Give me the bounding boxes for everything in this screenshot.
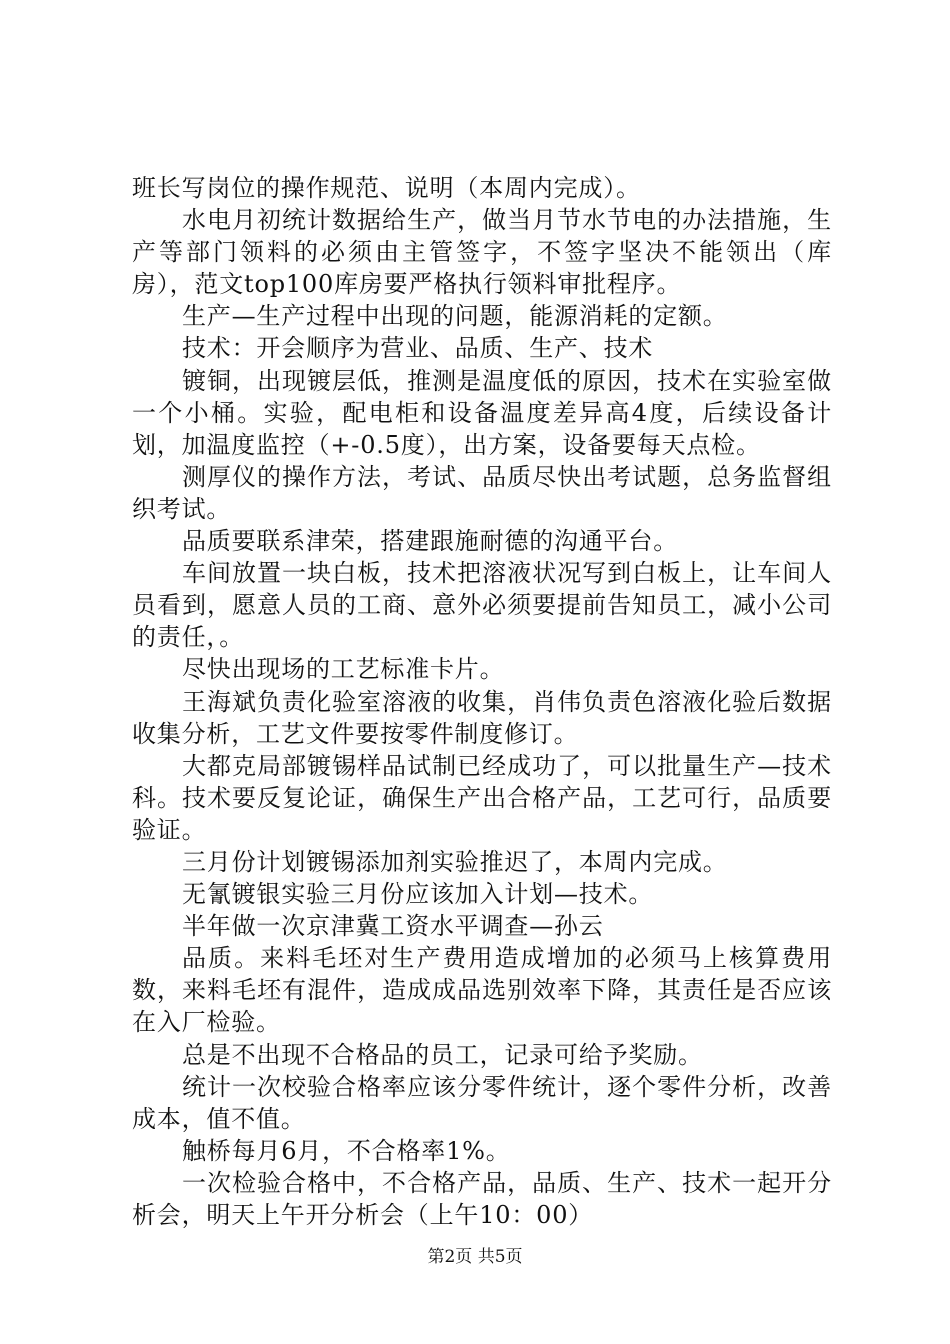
paragraph: 大都克局部镀锡样品试制已经成功了，可以批量生产—技术科。技术要反复论证，确保生产出合格产品，工艺可行，品质要验证。 (132, 751, 832, 844)
paragraph: 镀铜，出现镀层低，推测是温度低的原因，技术在实验室做一个小桶。实验，配电柜和设备温度差异高4度，后续设备计划，加温度监控（+-0.5度），出方案，设备要每天点检。 (132, 366, 832, 459)
paragraph: 总是不出现不合格品的员工，记录可给予奖励。 (182, 1040, 703, 1069)
paragraph: 品质。来料毛坯对生产费用造成增加的必须马上核算费用数，来料毛坯有混件，造成成品选别效率下降，其责任是否应该在入厂检验。 (132, 944, 832, 1037)
paragraph: 测厚仪的操作方法，考试、品质尽快出考试题，总务监督组织考试。 (132, 462, 832, 523)
paragraph: 一次检验合格中，不合格产品，品质、生产、技术一起开分析会，明天上午开分析会（上午10：00） (132, 1168, 832, 1229)
page-number: 第2页 共5页 (427, 1247, 523, 1267)
paragraph: 统计一次校验合格率应该分零件统计，逐个零件分析，改善成本，值不值。 (132, 1072, 832, 1133)
paragraph: 技术：开会顺序为营业、品质、生产、技术 (182, 334, 654, 363)
document-body (132, 172, 832, 1231)
paragraph: 触桥每月6月，不合格率1%。 (182, 1136, 511, 1165)
paragraph: 品质要联系津荣，搭建跟施耐德的沟通平台。 (182, 527, 678, 556)
paragraph: 班长写岗位的操作规范、说明（本周内完成）。 (132, 174, 641, 202)
paragraph: 王海斌负责化验室溶液的收集，肖伟负责色溶液化验后数据收集分析，工艺文件要按零件制度修订。 (132, 687, 832, 748)
paragraph: 车间放置一块白板，技术把溶液状况写到白板上，让车间人员看到，愿意人员的工商、意外必须要提前告知员工，减小公司的责任，。 (132, 559, 832, 652)
paragraph: 生产—生产过程中出现的问题，能源消耗的定额。 (182, 302, 728, 331)
paragraph: 水电月初统计数据给生产，做当月节水节电的办法措施，生产等部门领料的必须由主管签字，不签字坚决不能领出（库房），范文top100库房要严格执行领料审批程序。 (132, 206, 832, 299)
paragraph: 半年做一次京津冀工资水平调查—孙云 (182, 912, 604, 941)
paragraph: 三月份计划镀锡添加剂实验推迟了，本周内完成。 (182, 847, 728, 876)
paragraph: 无氰镀银实验三月份应该加入计划—技术。 (182, 880, 654, 909)
page-footer (0, 1242, 950, 1267)
paragraph: 尽快出现场的工艺标准卡片。 (182, 655, 505, 684)
